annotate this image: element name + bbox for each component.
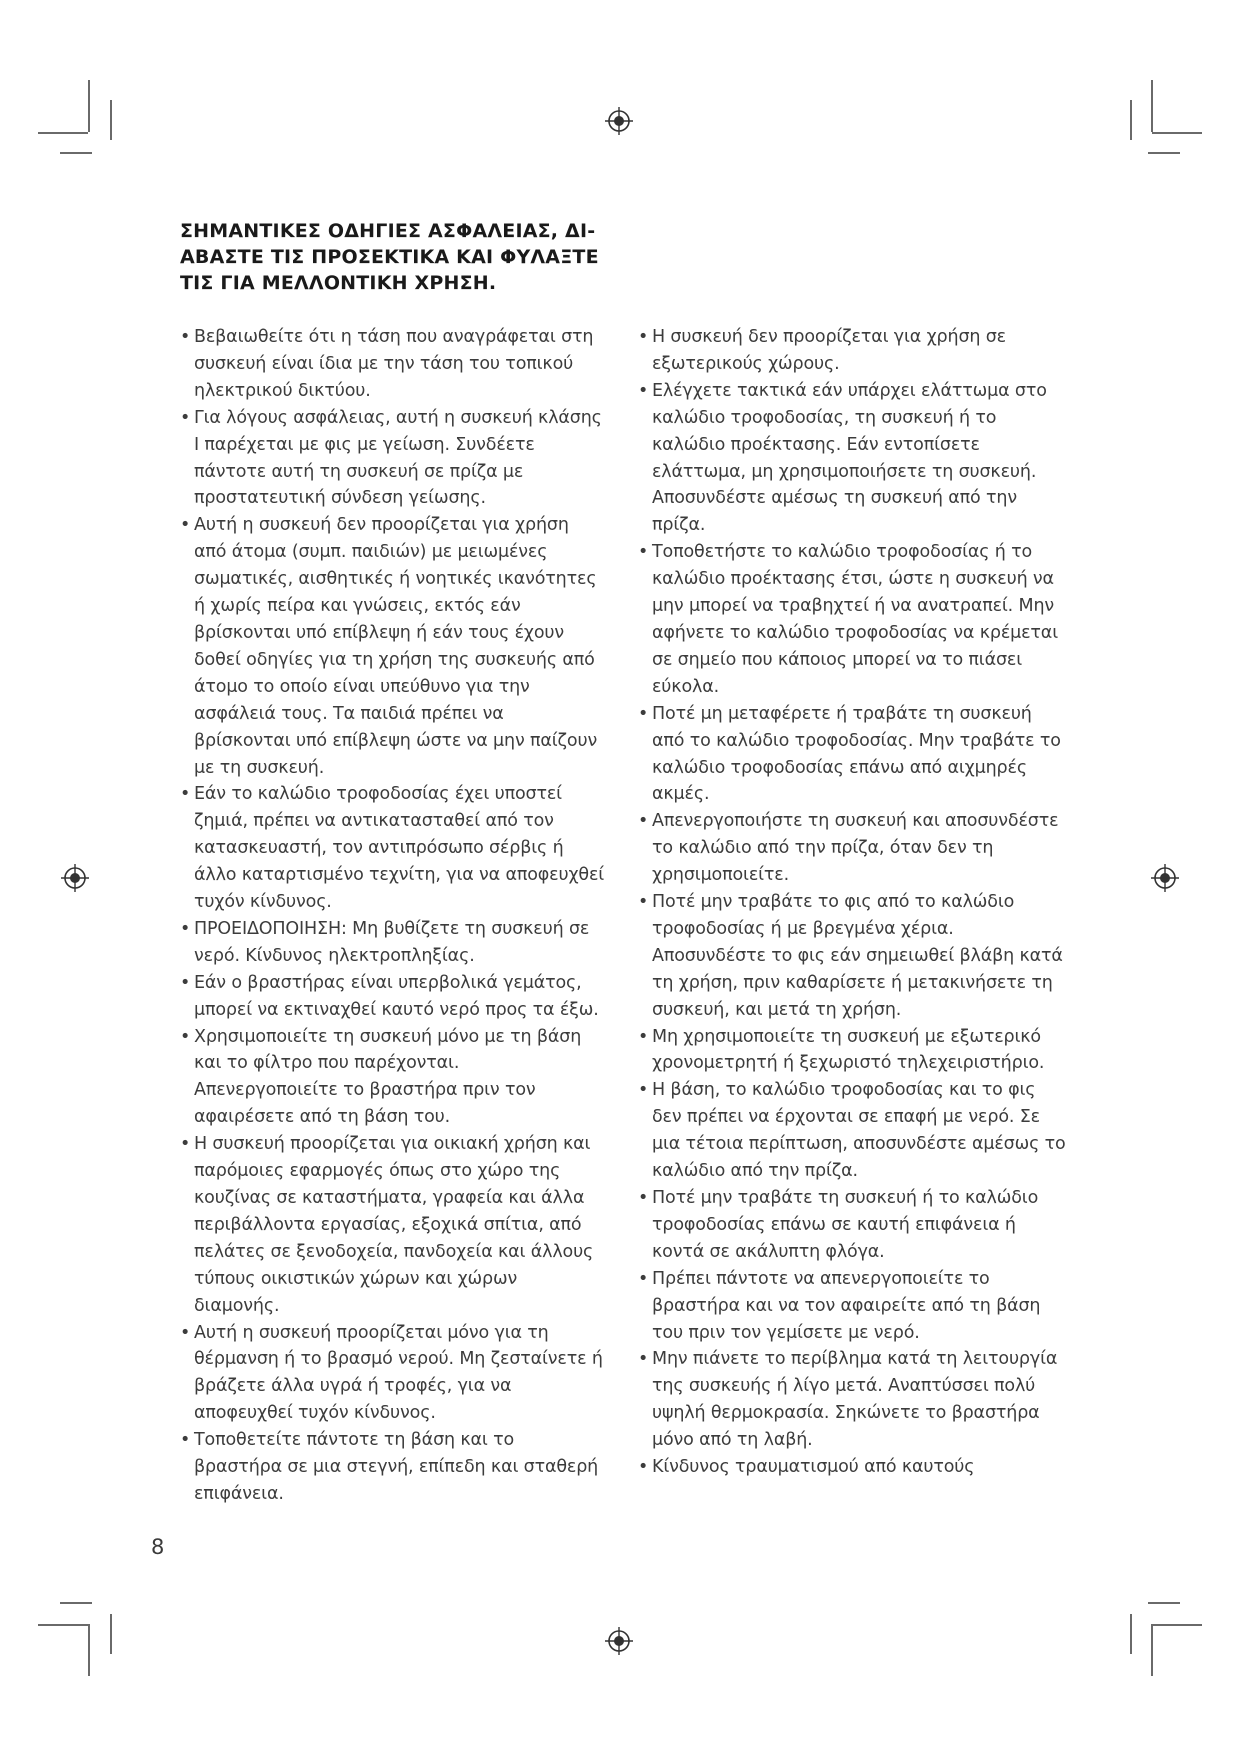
page-number: 8 — [151, 1535, 165, 1559]
safety-instruction-item: • Ελέγχετε τακτικά εάν υπάρχει ελάττωμα στο καλώδιο τροφοδοσίας, τη συσκευή ή το καλώδιο προέκτασης. Εάν εντοπίσετε ελάττωμα, μη χρησιμοποιήσετε τη συσκευή. Αποσυνδέστε αμέσως τη συσκευή από την πρίζα. — [638, 378, 1068, 539]
safety-instruction-item: • Μην πιάνετε το περίβλημα κατά τη λειτουργία της συσκευής ή λίγο μετά. Αναπτύσσει πολύ υψηλή θερμοκρασία. Σηκώνετε το βραστήρα μόνο από τη λαβή. — [638, 1346, 1068, 1454]
safety-instruction-item: • Πρέπει πάντοτε να απενεργοποιείτε το βραστήρα και να τον αφαιρείτε από τη βάση του πριν τον γεμίσετε με νερό. — [638, 1266, 1068, 1347]
crop-mark — [60, 152, 92, 154]
safety-instruction-item: • Η συσκευή προορίζεται για οικιακή χρήση και παρόμοιες εφαρμογές όπως στο χώρο της κουζίνας σε καταστήματα, γραφεία και άλλα περιβάλλοντα εργασίας, εξοχικά σπίτια, από πελάτες σε ξενοδοχεία, πανδοχεία και άλλους τύπους οικιστικών χώρων και χώρων διαμονής. — [180, 1131, 605, 1319]
safety-instruction-item: • Χρησιμοποιείτε τη συσκευή μόνο με τη βάση και το φίλτρο που παρέχονται. Απενεργοποιείτε το βραστήρα πριν τον αφαιρέσετε από τη βάση του. — [180, 1024, 605, 1132]
left-column-list — [180, 324, 605, 1508]
registration-mark-icon — [604, 106, 634, 136]
crop-mark — [88, 80, 90, 132]
registration-mark-icon — [60, 863, 90, 893]
safety-instruction-item: • Απενεργοποιήστε τη συσκευή και αποσυνδέστε το καλώδιο από την πρίζα, όταν δεν τη χρησιμοποιείτε. — [638, 808, 1068, 889]
registration-mark-icon — [604, 1626, 634, 1656]
crop-mark — [1130, 100, 1132, 140]
crop-mark — [1148, 152, 1180, 154]
crop-mark — [1152, 132, 1202, 134]
safety-instruction-item: • Εάν ο βραστήρας είναι υπερβολικά γεμάτος, μπορεί να εκτιναχθεί καυτό νερό προς τα έξω. — [180, 970, 605, 1024]
safety-instruction-item: • Η βάση, το καλώδιο τροφοδοσίας και το φις δεν πρέπει να έρχονται σε επαφή με νερό. Σε μια τέτοια περίπτωση, αποσυνδέστε αμέσως το καλώδιο από την πρίζα. — [638, 1077, 1068, 1185]
crop-mark — [110, 100, 112, 140]
crop-mark — [110, 1614, 112, 1654]
crop-mark — [38, 132, 88, 134]
right-column-list — [638, 324, 1068, 1481]
safety-heading: ΣΗΜΑΝΤΙΚΕΣ ΟΔΗΓΙΕΣ ΑΣΦΑΛΕΙΑΣ, ΔΙ- ΑΒΑΣΤΕ ΤΙΣ ΠΡΟΣΕΚΤΙΚΑ ΚΑΙ ΦΥΛΑΞΤΕ ΤΙΣ ΓΙΑ ΜΕΛΛΟΝΤΙΚΗ ΧΡΗΣΗ. — [180, 220, 599, 294]
safety-instruction-item: • Η συσκευή δεν προορίζεται για χρήση σε εξωτερικούς χώρους. — [638, 324, 1068, 378]
safety-instruction-item: • Τοποθετήστε το καλώδιο τροφοδοσίας ή το καλώδιο προέκτασης έτσι, ώστε η συσκευή να μην μπορεί να τραβηχτεί ή να ανατραπεί. Μην αφήνετε το καλώδιο τροφοδοσίας να κρέμεται σε σημείο που κάποιος μπορεί να το πιάσει εύκολα. — [638, 539, 1068, 700]
crop-mark — [88, 1624, 90, 1676]
safety-instruction-item: • Για λόγους ασφάλειας, αυτή η συσκευή κλάσης I παρέχεται με φις με γείωση. Συνδέετε πάντοτε αυτή τη συσκευή σε πρίζα με προστατευτική σύνδεση γείωσης. — [180, 405, 605, 513]
crop-mark — [1148, 1602, 1180, 1604]
crop-mark — [38, 1624, 88, 1626]
registration-mark-icon — [1150, 863, 1180, 893]
safety-instruction-item: • Αυτή η συσκευή προορίζεται μόνο για τη θέρμανση ή το βρασμό νερού. Μη ζεσταίνετε ή βράζετε άλλα υγρά ή τροφές, για να αποφευχθεί τυχόν κίνδυνος. — [180, 1320, 605, 1428]
safety-instruction-item: • Τοποθετείτε πάντοτε τη βάση και το βραστήρα σε μια στεγνή, επίπεδη και σταθερή επιφάνεια. — [180, 1427, 605, 1508]
safety-instruction-item: • Μη χρησιμοποιείτε τη συσκευή με εξωτερικό χρονομετρητή ή ξεχωριστό τηλεχειριστήριο. — [638, 1024, 1068, 1078]
safety-instruction-item: • Εάν το καλώδιο τροφοδοσίας έχει υποστεί ζημιά, πρέπει να αντικατασταθεί από τον κατασκευαστή, τον αντιπρόσωπο σέρβις ή άλλο καταρτισμένο τεχνίτη, για να αποφευχθεί τυχόν κίνδυνος. — [180, 781, 605, 916]
crop-mark — [1151, 80, 1153, 132]
safety-instruction-item: • Ποτέ μην τραβάτε τη συσκευή ή το καλώδιο τροφοδοσίας επάνω σε καυτή επιφάνεια ή κοντά σε ακάλυπτη φλόγα. — [638, 1185, 1068, 1266]
safety-instruction-item: • Αυτή η συσκευή δεν προορίζεται για χρήση από άτομα (συμπ. παιδιών) με μειωμένες σωματικές, αισθητικές ή νοητικές ικανότητες ή χωρίς πείρα και γνώσεις, εκτός εάν βρίσκονται υπό επίβλεψη ή εάν τους έχουν δοθεί οδηγίες για τη χρήση της συσκευής από άτομο το οποίο είναι υπεύθυνο για την ασφάλειά τους. Τα παιδιά πρέπει να βρίσκονται υπό επίβλεψη ώστε να μην παίζουν με τη συσκευή. — [180, 512, 605, 781]
crop-mark — [1130, 1614, 1132, 1654]
safety-instruction-item: • Ποτέ μην τραβάτε το φις από το καλώδιο τροφοδοσίας ή με βρεγμένα χέρια. Αποσυνδέστε το φις εάν σημειωθεί βλάβη κατά τη χρήση, πριν καθαρίσετε ή μετακινήσετε τη συσκευή, και μετά τη χρήση. — [638, 889, 1068, 1024]
crop-mark — [60, 1602, 92, 1604]
safety-instruction-item: • ΠΡΟΕΙΔΟΠΟΙΗΣΗ: Μη βυθίζετε τη συσκευή σε νερό. Κίνδυνος ηλεκτροπληξίας. — [180, 916, 605, 970]
crop-mark — [1151, 1624, 1153, 1676]
safety-instruction-item: • Κίνδυνος τραυματισμού από καυτούς — [638, 1454, 1068, 1481]
crop-mark — [1152, 1624, 1202, 1626]
safety-instruction-item: • Ποτέ μη μεταφέρετε ή τραβάτε τη συσκευή από το καλώδιο τροφοδοσίας. Μην τραβάτε το καλώδιο τροφοδοσίας επάνω από αιχμηρές ακμές. — [638, 701, 1068, 809]
safety-instruction-item: • Βεβαιωθείτε ότι η τάση που αναγράφεται στη συσκευή είναι ίδια με την τάση του τοπικού ηλεκτρικού δικτύου. — [180, 324, 605, 405]
